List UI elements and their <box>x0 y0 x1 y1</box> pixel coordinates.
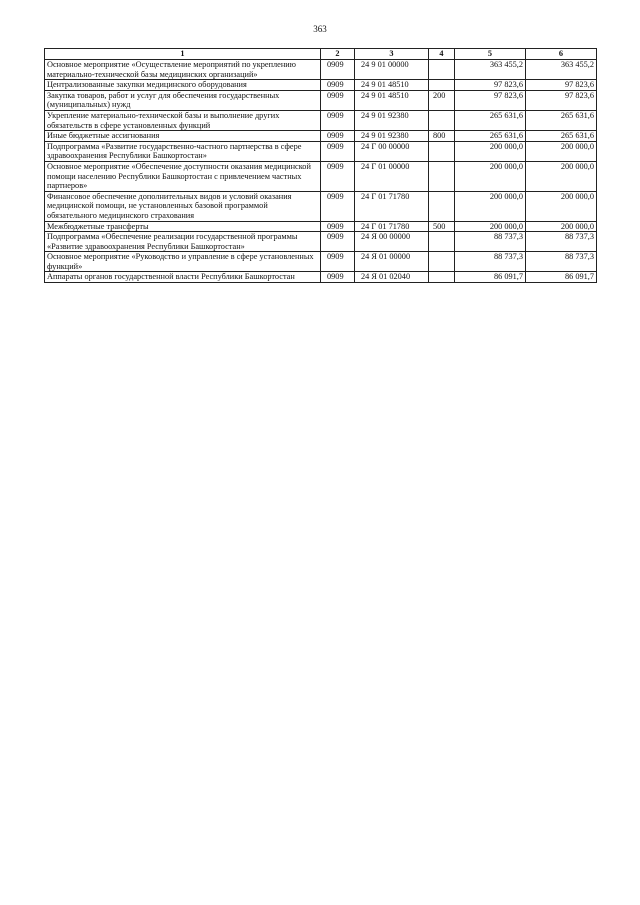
cell-name: Основное мероприятие «Обеспечение доступности оказания медицинской помощи населению Республики Башкортостан с привлечением частных партнеров» <box>45 161 321 191</box>
cell-section: 0909 <box>321 191 355 221</box>
cell-name: Укрепление материально-технической базы и выполнение других обязательств в сфере установленных функций <box>45 110 321 130</box>
cell-name: Централизованные закупки медицинского оборудования <box>45 80 321 91</box>
cell-amount-1: 265 631,6 <box>455 110 526 130</box>
table-row <box>45 221 597 232</box>
cell-expense-type <box>429 161 455 191</box>
cell-amount-1: 86 091,7 <box>455 272 526 283</box>
cell-section: 0909 <box>321 80 355 91</box>
cell-amount-2: 97 823,6 <box>526 90 597 110</box>
cell-target-item: 24 9 01 48510 <box>355 80 429 91</box>
cell-expense-type <box>429 272 455 283</box>
table-row <box>45 191 597 221</box>
table-row <box>45 80 597 91</box>
cell-expense-type: 500 <box>429 221 455 232</box>
table-header-row <box>45 49 597 60</box>
cell-section: 0909 <box>321 141 355 161</box>
cell-amount-1: 200 000,0 <box>455 191 526 221</box>
cell-expense-type <box>429 60 455 80</box>
page-number: 363 <box>313 24 327 34</box>
cell-target-item: 24 9 01 00000 <box>355 60 429 80</box>
table-row <box>45 110 597 130</box>
column-header-expense-type: 4 <box>429 49 455 60</box>
cell-target-item: 24 Г 01 71780 <box>355 191 429 221</box>
cell-name: Финансовое обеспечение дополнительных видов и условий оказания медицинской помощи, не установленных базовой программой обязательного медицинского страхования <box>45 191 321 221</box>
cell-name: Межбюджетные трансферты <box>45 221 321 232</box>
table-row <box>45 232 597 252</box>
column-header-name: 1 <box>45 49 321 60</box>
cell-amount-1: 265 631,6 <box>455 131 526 142</box>
cell-expense-type: 200 <box>429 90 455 110</box>
cell-expense-type <box>429 252 455 272</box>
cell-name: Аппараты органов государственной власти Республики Башкортостан <box>45 272 321 283</box>
cell-amount-2: 200 000,0 <box>526 221 597 232</box>
cell-expense-type <box>429 110 455 130</box>
cell-name: Подпрограмма «Обеспечение реализации государственной программы «Развитие здравоохранения Республики Башкортостан» <box>45 232 321 252</box>
cell-name: Подпрограмма «Развитие государственно-частного партнерства в сфере здравоохранения Республики Башкортостан» <box>45 141 321 161</box>
cell-amount-2: 88 737,3 <box>526 252 597 272</box>
cell-amount-1: 200 000,0 <box>455 161 526 191</box>
cell-target-item: 24 Г 01 71780 <box>355 221 429 232</box>
cell-target-item: 24 9 01 92380 <box>355 110 429 130</box>
cell-amount-1: 97 823,6 <box>455 90 526 110</box>
cell-amount-2: 200 000,0 <box>526 141 597 161</box>
cell-target-item: 24 9 01 92380 <box>355 131 429 142</box>
cell-target-item: 24 Г 01 00000 <box>355 161 429 191</box>
cell-name: Основное мероприятие «Руководство и управление в сфере установленных функций» <box>45 252 321 272</box>
cell-amount-2: 200 000,0 <box>526 191 597 221</box>
cell-name: Иные бюджетные ассигнования <box>45 131 321 142</box>
cell-amount-1: 363 455,2 <box>455 60 526 80</box>
cell-section: 0909 <box>321 221 355 232</box>
cell-amount-2: 97 823,6 <box>526 80 597 91</box>
cell-amount-1: 88 737,3 <box>455 252 526 272</box>
cell-expense-type <box>429 191 455 221</box>
cell-amount-2: 265 631,6 <box>526 131 597 142</box>
cell-expense-type: 800 <box>429 131 455 142</box>
column-header-target-item: 3 <box>355 49 429 60</box>
column-header-amount-2: 6 <box>526 49 597 60</box>
cell-section: 0909 <box>321 252 355 272</box>
cell-amount-2: 88 737,3 <box>526 232 597 252</box>
column-header-section: 2 <box>321 49 355 60</box>
cell-target-item: 24 Я 00 00000 <box>355 232 429 252</box>
table-row <box>45 60 597 80</box>
table-row <box>45 252 597 272</box>
cell-target-item: 24 Г 00 00000 <box>355 141 429 161</box>
table-row <box>45 141 597 161</box>
cell-amount-1: 200 000,0 <box>455 141 526 161</box>
cell-expense-type <box>429 141 455 161</box>
cell-amount-1: 200 000,0 <box>455 221 526 232</box>
budget-table <box>44 48 597 283</box>
cell-section: 0909 <box>321 110 355 130</box>
table-body <box>45 60 597 283</box>
cell-amount-1: 97 823,6 <box>455 80 526 91</box>
table-row <box>45 131 597 142</box>
column-header-amount-1: 5 <box>455 49 526 60</box>
cell-amount-2: 265 631,6 <box>526 110 597 130</box>
cell-name: Основное мероприятие «Осуществление мероприятий по укреплению материально-технической базы медицинских организаций» <box>45 60 321 80</box>
cell-section: 0909 <box>321 272 355 283</box>
cell-name: Закупка товаров, работ и услуг для обеспечения государственных (муниципальных) нужд <box>45 90 321 110</box>
cell-section: 0909 <box>321 232 355 252</box>
cell-target-item: 24 9 01 48510 <box>355 90 429 110</box>
cell-amount-2: 363 455,2 <box>526 60 597 80</box>
cell-expense-type <box>429 232 455 252</box>
cell-section: 0909 <box>321 90 355 110</box>
cell-section: 0909 <box>321 131 355 142</box>
cell-target-item: 24 Я 01 02040 <box>355 272 429 283</box>
table-row <box>45 272 597 283</box>
table-row <box>45 90 597 110</box>
cell-section: 0909 <box>321 60 355 80</box>
cell-section: 0909 <box>321 161 355 191</box>
cell-amount-2: 200 000,0 <box>526 161 597 191</box>
table-row <box>45 161 597 191</box>
cell-target-item: 24 Я 01 00000 <box>355 252 429 272</box>
cell-expense-type <box>429 80 455 91</box>
cell-amount-2: 86 091,7 <box>526 272 597 283</box>
cell-amount-1: 88 737,3 <box>455 232 526 252</box>
